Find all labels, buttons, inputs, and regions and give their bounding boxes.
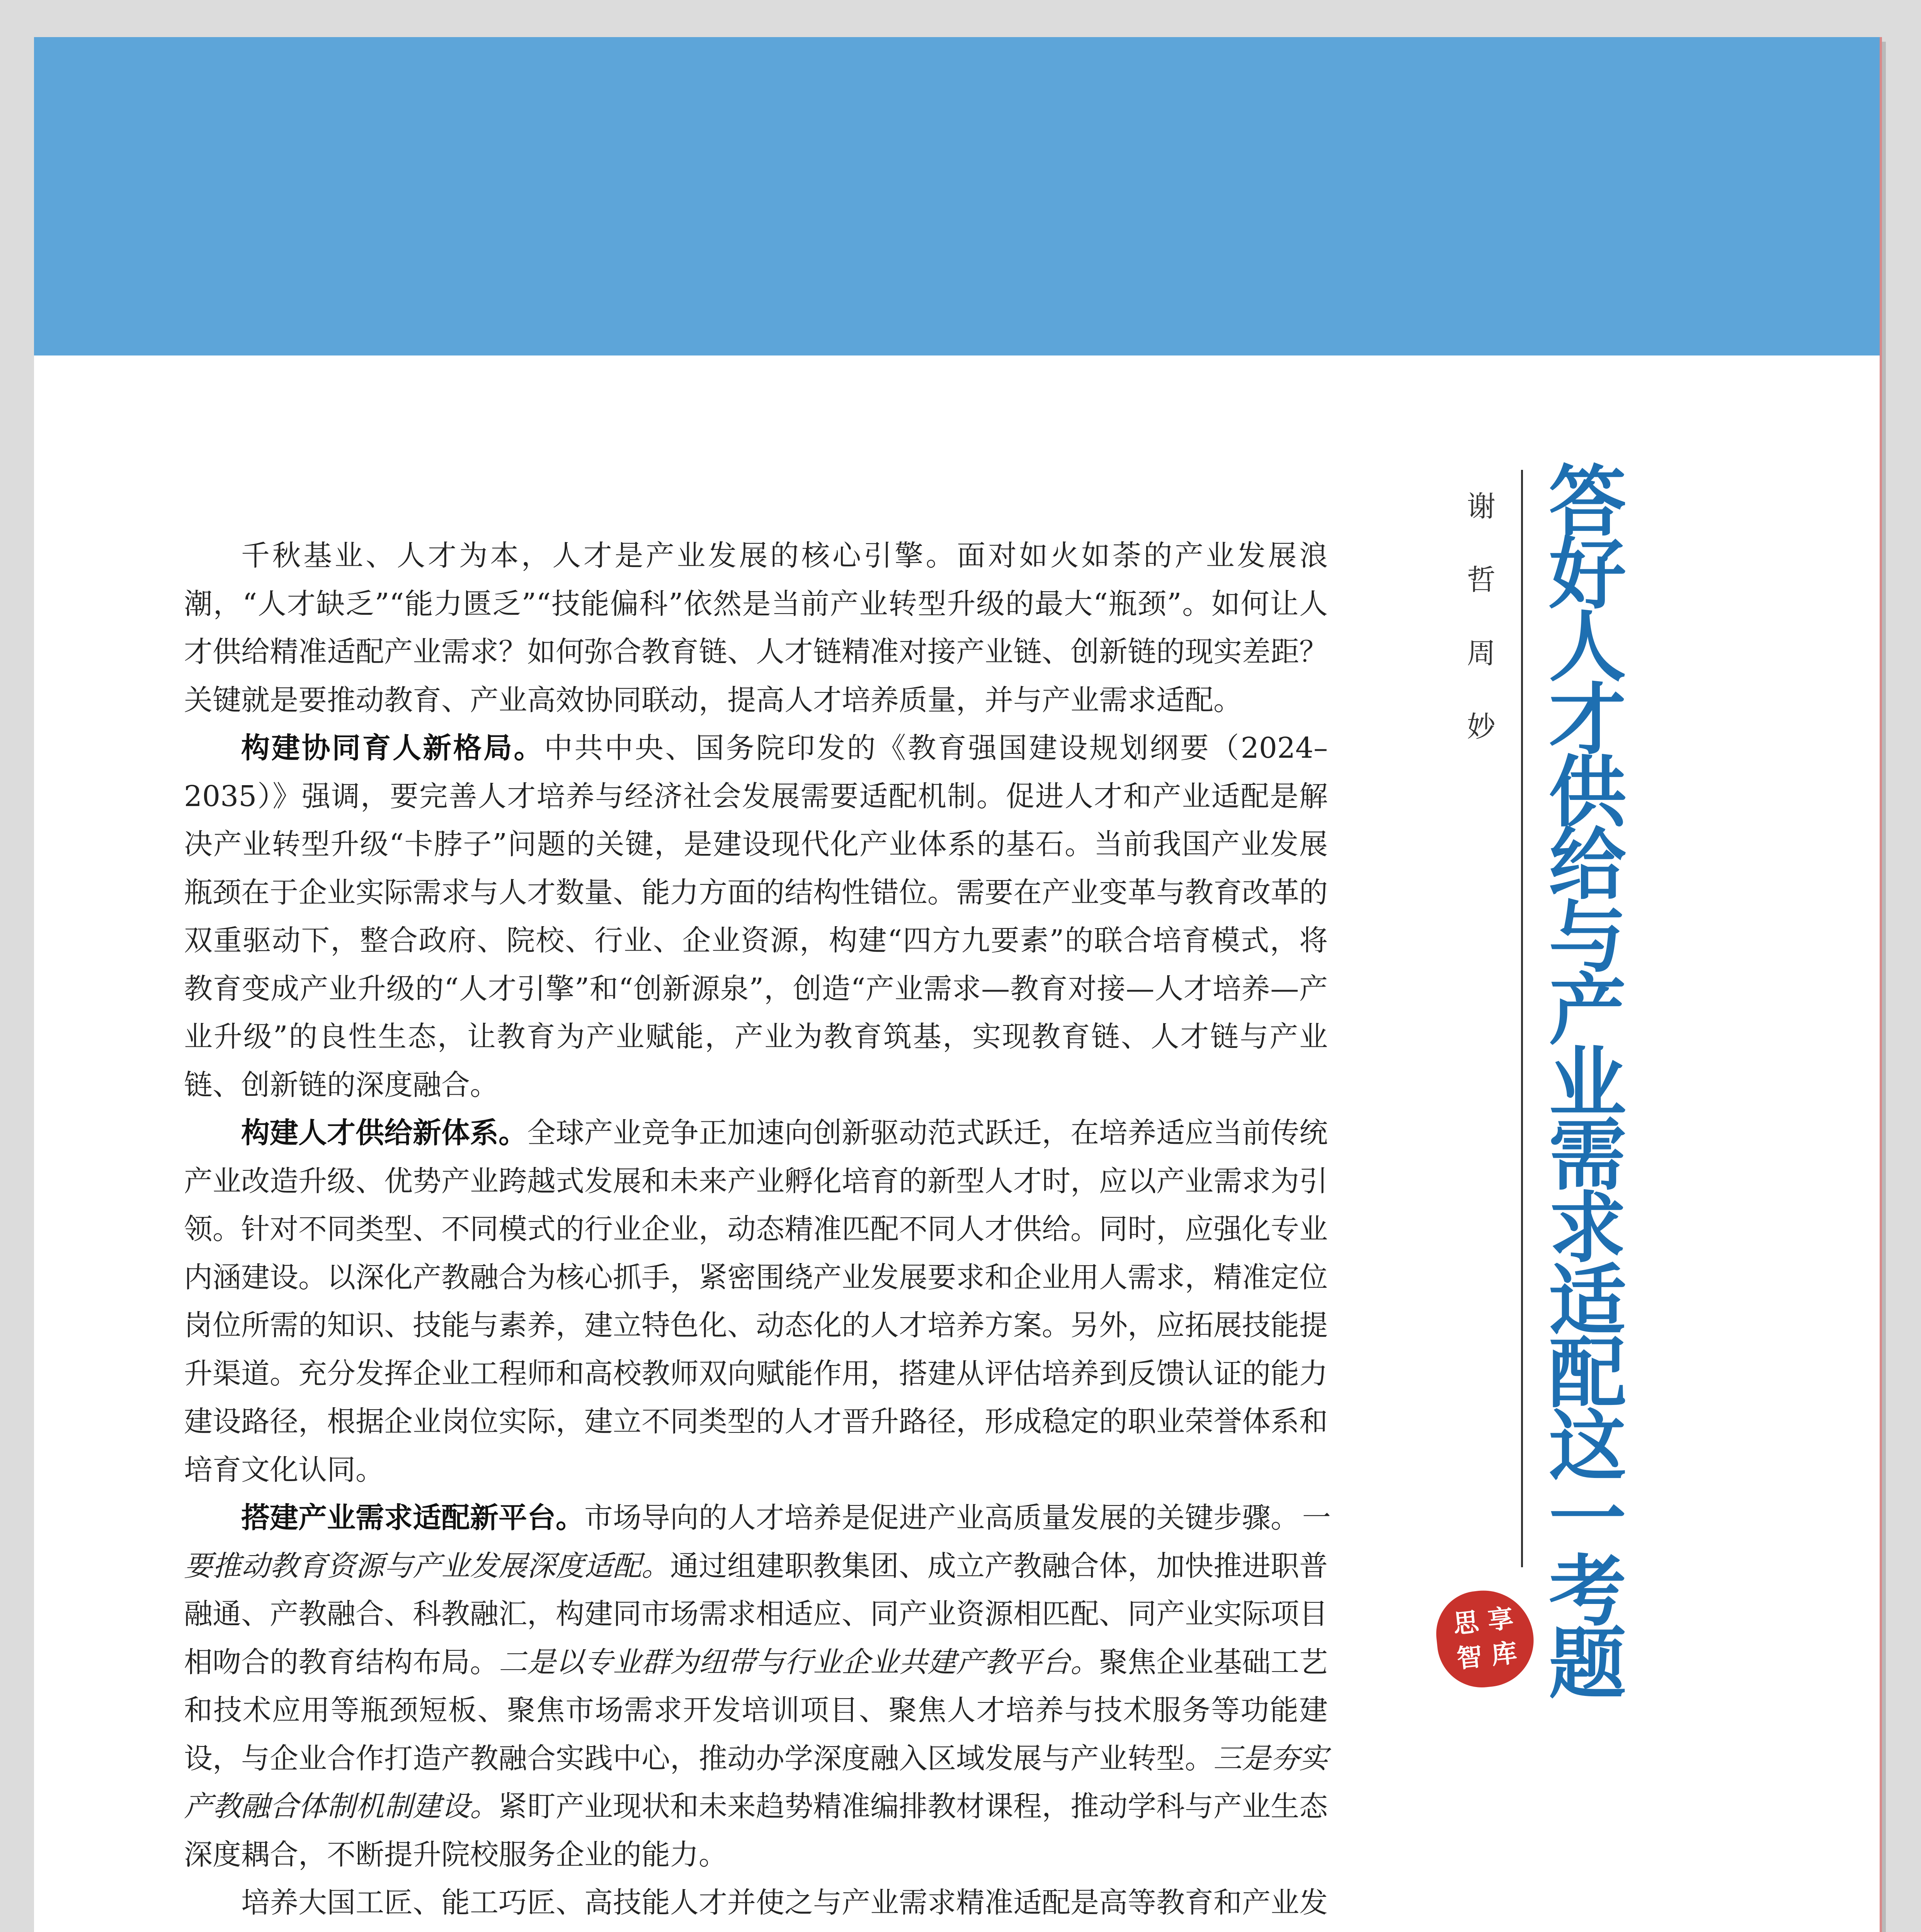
article-body [184, 532, 1328, 1932]
title-char: 与 [1548, 893, 1626, 983]
header-color-band [34, 37, 1880, 355]
author-char: 谢 [1467, 490, 1496, 523]
think-tank-seal-icon [1432, 1586, 1538, 1692]
article-title [1533, 457, 1642, 1709]
section-3-point-2: 二是以专业群为纽带与行业企业共建产教平台。 [499, 1645, 1099, 1679]
seal-char: 库 [1490, 1638, 1519, 1670]
section-3-heading: 搭建产业需求适配新平台。 [241, 1501, 584, 1534]
author-char: 周 [1467, 637, 1496, 670]
title-divider-line [1521, 470, 1523, 1567]
section-2-text: 全球产业竞争正加速向创新驱动范式跃迁，在培养适应当前传统产业改造升级、优势产业跨越式发展和未来产业孵化培育的新型人才时，应以产业需求为引领。针对不同类型、不同模式的行业企业，动态精准匹配不同人才供给。同时，应强化专业内涵建设。以深化产教融合为核心抓手，紧密围绕产业发展要求和企业用人需求，精准定位岗位所需的知识、技能与素养，建立特色化、动态化的人才培养方案。另外，应拓展技能提升渠道。充分发挥企业工程师和高校教师双向赋能作用，搭建从评估培养到反馈认证的能力建设路径，根据企业岗位实际，建立不同类型的人才晋升路径，形成稳定的职业荣誉体系和培育文化认同。 [184, 1116, 1328, 1486]
title-char: 好 [1548, 530, 1626, 620]
section-3-text-a: 市场导向的人才培养是促进产业高质量发展的关键步骤。 [584, 1501, 1299, 1534]
section-2-paragraph [184, 1109, 1328, 1494]
author-char: 妙 [1467, 710, 1496, 743]
section-3-paragraph [184, 1494, 1328, 1879]
seal-char: 思 [1451, 1607, 1480, 1639]
seal-char: 智 [1455, 1641, 1484, 1674]
title-char: 一 [1548, 1474, 1626, 1564]
magazine-page [34, 37, 1882, 1932]
section-3-point-1: 一要推动教育资源与产业发展深度适配。 [184, 1501, 1328, 1583]
title-char: 配 [1548, 1329, 1626, 1419]
conclusion-text: 培养大国工匠、能工巧匠、高技能人才并使之与产业需求精准适配是高等教育和产业发 [241, 1886, 1328, 1919]
section-1-heading: 构建协同育人新格局。 [241, 731, 544, 765]
title-char: 适 [1548, 1256, 1626, 1346]
section-2-heading: 构建人才供给新体系。 [241, 1116, 527, 1150]
title-char: 给 [1548, 820, 1626, 910]
conclusion-paragraph [184, 1879, 1328, 1932]
title-char: 需 [1548, 1111, 1626, 1201]
section-3-text-c: 聚焦企业基础工艺和技术应用等瓶颈短板、聚焦市场需求开发培训项目、聚焦人才培养与技术服务等功能建设，与企业合作打造产教融合实践中心，推动办学深度融入区域发展与产业转型。 [184, 1645, 1328, 1775]
seal-char: 享 [1486, 1603, 1515, 1636]
title-char: 产 [1548, 966, 1626, 1056]
title-char: 供 [1548, 748, 1626, 838]
title-char: 人 [1548, 602, 1626, 692]
section-1-paragraph [184, 724, 1328, 1109]
article-authors [1460, 470, 1502, 764]
title-char: 求 [1548, 1184, 1626, 1274]
title-char: 才 [1548, 675, 1626, 765]
title-char: 业 [1548, 1038, 1626, 1128]
section-3-text-b: 通过组建职教集团、成立产教融合体，加快推进职普融通、产教融合、科教融汇，构建同市场需求相适应、同产业资源相匹配、同产业实际项目相吻合的教育结构布局。 [184, 1549, 1328, 1679]
title-char: 答 [1548, 457, 1626, 547]
title-char: 题 [1548, 1619, 1626, 1709]
section-3-point-3: 三是夯实产教融合体制机制建设。 [184, 1742, 1328, 1823]
author-char: 哲 [1467, 563, 1496, 597]
title-char: 这 [1548, 1401, 1626, 1492]
title-char: 考 [1548, 1547, 1626, 1637]
section-1-text: 中共中央、国务院印发的《教育强国建设规划纲要（2024–2035）》强调，要完善人才培养与经济社会发展需要适配机制。促进人才和产业适配是解决产业转型升级“卡脖子”问题的关键，是建设现代化产业体系的基石。当前我国产业发展瓶颈在于企业实际需求与人才数量、能力方面的结构性错位。需要在产业变革与教育改革的双重驱动下，整合政府、院校、行业、企业资源，构建“四方九要素”的联合培育模式，将教育变成产业升级的“人才引擎”和“创新源泉”，创造“产业需求—教育对接—人才培养—产业升级”的良性生态，让教育为产业赋能，产业为教育筑基，实现教育链、人才链与产业链、创新链的深度融合。 [184, 731, 1328, 1102]
section-3-text-d: 紧盯产业现状和未来趋势精准编排教材课程，推动学科与产业生态深度耦合，不断提升院校服务企业的能力。 [184, 1790, 1328, 1871]
intro-paragraph: 千秋基业、人才为本，人才是产业发展的核心引擎。面对如火如荼的产业发展浪潮，“人才缺乏”“能力匮乏”“技能偏科”依然是当前产业转型升级的最大“瓶颈”。如何让人才供给精准适配产业需求？如何弥合教育链、人才链精准对接产业链、创新链的现实差距？关键就是要推动教育、产业高效协同联动，提高人才培养质量，并与产业需求适配。 [184, 539, 1328, 717]
